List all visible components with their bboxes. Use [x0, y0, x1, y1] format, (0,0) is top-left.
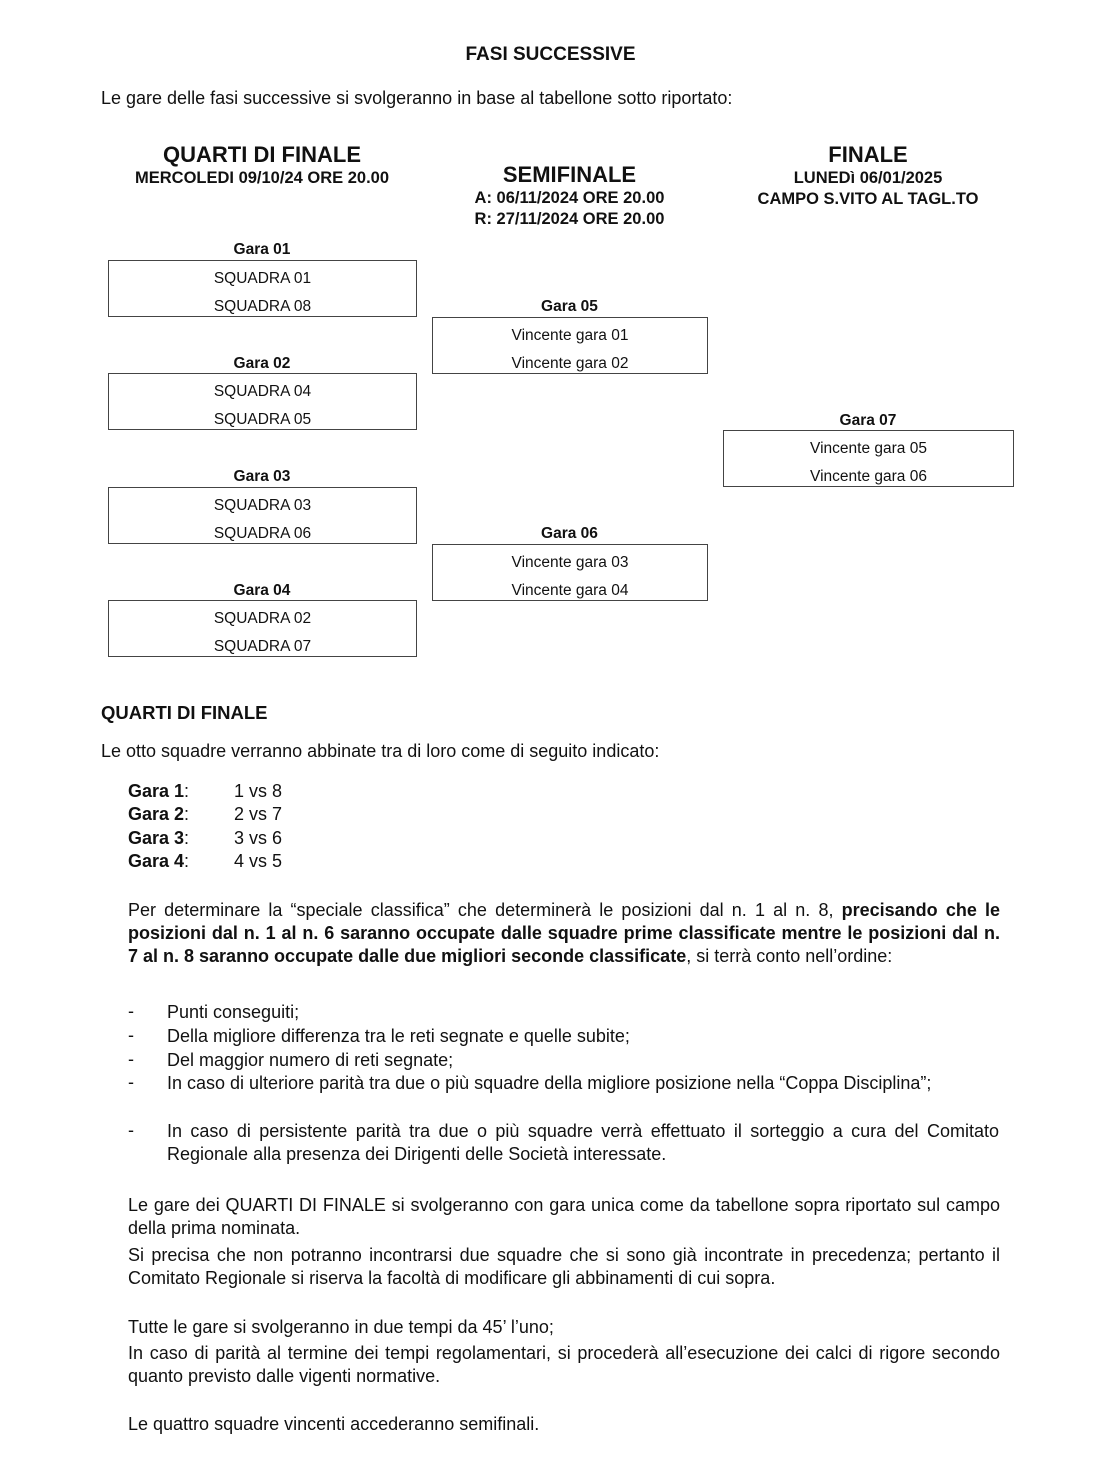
gara-02-label: Gara 02	[233, 355, 291, 372]
gara-03-box	[108, 487, 417, 544]
paragraph-single-match: Le gare dei QUARTI DI FINALE si svolgeranno con gara unica come da tabellone sopra riportato sul campo della prima nominata.	[128, 1195, 1000, 1238]
finale-heading	[723, 142, 1013, 210]
ranking-paragraph	[128, 899, 1000, 968]
criteria-item: Della migliore differenza tra le reti segnate e quelle subite;	[167, 1026, 630, 1046]
list-dash: -	[128, 1049, 134, 1069]
gara-07-team2: Vincente gara 06	[810, 468, 927, 485]
semi-title: SEMIFINALE	[502, 162, 637, 187]
criteria-item: Punti conseguiti;	[167, 1002, 300, 1022]
finale-date: LUNEDì 06/01/2025	[793, 169, 943, 187]
gara-01-team2: SQUADRA 08	[213, 298, 312, 315]
gara-04-team2: SQUADRA 07	[213, 638, 312, 655]
list-dash: -	[128, 1072, 134, 1092]
criteria-item: In caso di persistente parità tra due o più squadre verrà effettuato il sorteggio a cura del Comitato Regionale alla presenza dei Dirigenti delle Società interessate.	[167, 1121, 999, 1164]
gara-01-team1: SQUADRA 01	[213, 270, 312, 287]
section-title: QUARTI DI FINALE	[101, 702, 268, 723]
quarti-title: QUARTI DI FINALE	[163, 142, 361, 167]
gara-01-box	[108, 260, 417, 317]
ranking-bold: precisando che le posizioni dal n. 1 al n. 6 saranno occupate dalle squadre prime classificate mentre le posizioni dal n. 7 al n. 8 saranno occupate dalle due migliori seconde classificate	[128, 900, 1001, 966]
pairing-label: Gara 2	[128, 804, 185, 824]
gara-06-box	[432, 544, 708, 601]
gara-03-label: Gara 03	[233, 468, 291, 485]
gara-03-team2: SQUADRA 06	[213, 525, 312, 542]
pairing-value: 4 vs 5	[234, 851, 283, 871]
pairing-value: 1 vs 8	[234, 781, 283, 801]
semi-heading	[432, 162, 707, 230]
semi-date-ritorno: R: 27/11/2024 ORE 20.00	[474, 210, 665, 228]
pairing-sep: :	[184, 851, 190, 871]
gara-06-team2: Vincente gara 04	[511, 582, 629, 599]
pairing-label: Gara 4	[128, 851, 185, 871]
gara-01-label: Gara 01	[233, 241, 291, 258]
criteria-item: Del maggior numero di reti segnate;	[167, 1050, 454, 1070]
pairing-sep: :	[184, 781, 190, 801]
page-title: FASI SUCCESSIVE	[465, 44, 636, 65]
list-dash: -	[128, 1001, 134, 1021]
finale-title: FINALE	[828, 142, 908, 167]
gara-04-box	[108, 600, 417, 657]
gara-06-team1: Vincente gara 03	[511, 554, 629, 571]
quarti-date: MERCOLEDI 09/10/24 ORE 20.00	[134, 169, 390, 187]
section-intro: Le otto squadre verranno abbinate tra di loro come di seguito indicato:	[101, 741, 660, 761]
criteria-item: In caso di ulteriore parità tra due o più squadre della migliore posizione nella “Coppa Disciplina”;	[167, 1073, 932, 1093]
pairing-sep: :	[184, 828, 190, 848]
intro-text: Le gare delle fasi successive si svolgeranno in base al tabellone sotto riportato:	[101, 88, 733, 108]
pairing-sep: :	[184, 804, 190, 824]
pairing-value: 3 vs 6	[234, 828, 283, 848]
gara-04-label: Gara 04	[233, 582, 291, 599]
list-dash: -	[128, 1120, 134, 1140]
gara-02-team2: SQUADRA 05	[213, 411, 312, 428]
paragraph-no-rematch: Si precisa che non potranno incontrarsi due squadre che si sono già incontrate in precedenza; pertanto il Comitato Regionale si riserva la facoltà di modificare gli abbinamenti di cui sopra.	[128, 1245, 1000, 1288]
gara-05-label: Gara 05	[541, 298, 598, 315]
gara-02-box	[108, 373, 417, 430]
pairing-row	[128, 804, 189, 825]
gara-05-team2: Vincente gara 02	[511, 355, 629, 372]
semi-date-andata: A: 06/11/2024 ORE 20.00	[474, 189, 665, 207]
pairing-row	[128, 828, 189, 849]
paragraph-halves: Tutte le gare si svolgeranno in due tempi da 45’ l’uno;	[128, 1317, 554, 1337]
pairing-row	[128, 851, 189, 872]
ranking-pre: Per determinare la “speciale classifica” che determinerà le posizioni dal n. 1 al n. 8,	[128, 900, 842, 920]
paragraph-winners: Le quattro squadre vincenti accederanno semifinali.	[128, 1414, 540, 1434]
gara-05-team1: Vincente gara 01	[511, 327, 629, 344]
gara-07-label: Gara 07	[839, 412, 897, 429]
gara-04-team1: SQUADRA 02	[213, 610, 312, 627]
list-dash: -	[128, 1025, 134, 1045]
pairing-label: Gara 3	[128, 828, 185, 848]
pairing-row	[128, 781, 189, 802]
quarti-heading	[108, 142, 416, 189]
gara-02-team1: SQUADRA 04	[213, 383, 312, 400]
gara-06-label: Gara 06	[541, 525, 598, 542]
pairing-label: Gara 1	[128, 781, 185, 801]
gara-07-team1: Vincente gara 05	[810, 440, 927, 457]
gara-03-team1: SQUADRA 03	[213, 497, 312, 514]
paragraph-penalties: In caso di parità al termine dei tempi regolamentari, si procederà all’esecuzione dei calci di rigore secondo quanto previsto dalle vigenti normative.	[128, 1343, 1000, 1386]
pairing-value: 2 vs 7	[234, 804, 283, 824]
ranking-post: , si terrà conto nell’ordine:	[686, 946, 893, 966]
finale-venue: CAMPO S.VITO AL TAGL.TO	[757, 190, 979, 208]
gara-07-box	[723, 430, 1014, 487]
gara-05-box	[432, 317, 708, 374]
